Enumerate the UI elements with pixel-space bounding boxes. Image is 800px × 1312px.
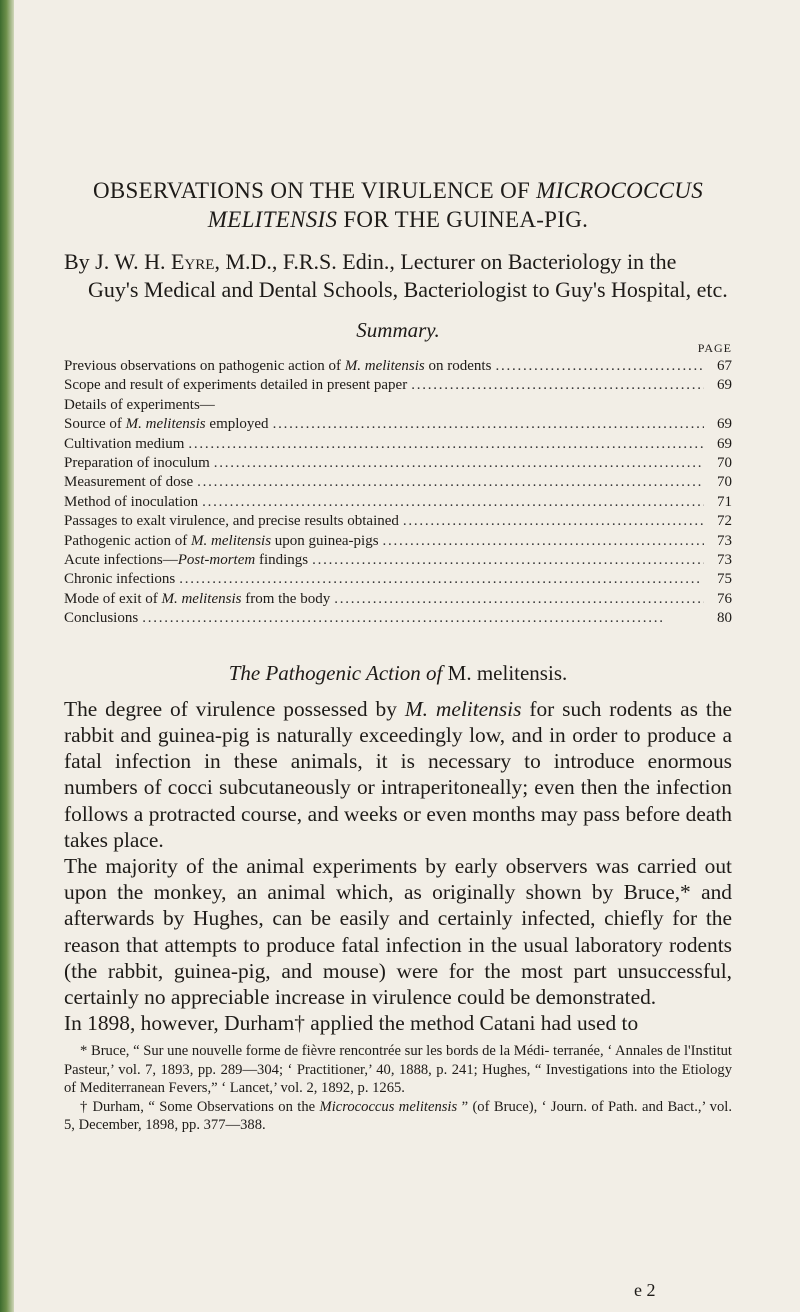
footnote-2 <box>64 1098 732 1135</box>
author-name: Eyre <box>170 249 215 274</box>
toc-entry-label <box>64 532 379 551</box>
toc-entry-text: Cultivation medium <box>64 435 185 452</box>
toc-entry-text-post: upon guinea-pigs <box>271 532 379 549</box>
summary-table-of-contents <box>64 357 732 629</box>
toc-entry-text-post: findings <box>255 552 309 569</box>
toc-entry-label <box>64 473 193 492</box>
toc-leader-dots <box>214 454 704 473</box>
toc-leader-dots <box>403 512 704 531</box>
toc-entry <box>64 454 732 473</box>
toc-entry <box>64 532 732 551</box>
toc-entry-label <box>64 396 215 415</box>
toc-entry-label <box>64 435 184 454</box>
book-binding-edge <box>0 0 14 1312</box>
toc-entry-text: Source of <box>64 416 126 433</box>
footnotes <box>64 1042 732 1134</box>
toc-page-number: 73 <box>717 552 732 569</box>
toc-entry <box>64 493 732 512</box>
toc-entry <box>64 473 732 492</box>
toc-page-number: 67 <box>717 358 732 374</box>
toc-entry <box>64 609 732 628</box>
toc-leader-dots <box>202 493 704 512</box>
toc-entry-italic: M. melitensis <box>344 358 425 374</box>
section-heading-rest: M. melitensis. <box>447 660 568 685</box>
toc-entry-text: Passages to exalt virulence, and precise results obtained <box>64 513 399 530</box>
toc-entry-italic: M. melitensis <box>125 416 206 433</box>
toc-entry-text: Acute infections— <box>64 552 178 569</box>
toc-entry-label <box>64 512 399 531</box>
toc-entry-label <box>64 357 491 376</box>
toc-entry <box>64 512 732 531</box>
toc-leader-dots <box>383 532 704 551</box>
toc-page-number: 70 <box>717 455 732 472</box>
section-heading <box>64 661 732 686</box>
toc-page-number: 70 <box>717 474 732 491</box>
paper-page <box>64 176 732 1134</box>
toc-leader-dots <box>334 590 704 609</box>
toc-entry-text: Previous observations on pathogenic action of <box>64 358 345 374</box>
toc-entry <box>64 435 732 454</box>
toc-page-number: 69 <box>717 377 732 394</box>
section-heading-italic: The Pathogenic Action of <box>228 660 443 685</box>
author-byline <box>64 248 732 304</box>
toc-entry-label <box>64 590 330 609</box>
toc-entry-label <box>64 376 407 395</box>
toc-page-number: 72 <box>717 513 732 530</box>
footnote-2-italic: Micrococcus melitensis <box>319 1098 458 1115</box>
toc-entry-text: Pathogenic action of <box>64 532 192 549</box>
toc-leader-dots <box>142 609 704 628</box>
body-paragraph-1 <box>64 696 732 853</box>
title-line1-italic: MICROCOCCUS <box>536 178 704 203</box>
toc-entry-text: Conclusions <box>64 610 139 627</box>
toc-entry-text: Preparation of inoculum <box>64 455 210 472</box>
toc-entry <box>64 357 732 376</box>
toc-page-number: 76 <box>717 590 732 607</box>
toc-entry-label <box>64 415 269 434</box>
toc-page-number: 69 <box>717 416 732 433</box>
toc-entry <box>64 396 732 415</box>
toc-entry-label <box>64 454 210 473</box>
toc-leader-dots <box>411 376 704 395</box>
toc-entry-text: Measurement of dose <box>64 474 194 491</box>
toc-entry-text-post: from the body <box>241 590 331 607</box>
footnote-1: * Bruce, “ Sur une nouvelle forme de fièvre rencontrée sur les bords de la Médi- terranée, ‘ Annales de l'Institut Pasteur,’ vol. 7, 1893, pp. 289—304; ‘ Practitioner,’ 40, 1888, p. 241; Hughes, “ Investigations into the Etiology of Mediterranean Fevers,” ‘ Lancet,’ vol. 2, 1892, p. 1265. <box>64 1043 732 1097</box>
body-paragraph-3: In 1898, however, Durham† applied the method Catani had used to <box>64 1011 639 1036</box>
title-line1: OBSERVATIONS ON THE VIRULENCE OF <box>92 178 531 203</box>
toc-entry <box>64 551 732 570</box>
toc-page-number: 71 <box>717 493 732 510</box>
toc-entry-label <box>64 551 308 570</box>
toc-entry <box>64 415 732 434</box>
toc-entry-text-post: on rodents <box>424 358 492 374</box>
toc-entry-label <box>64 570 175 589</box>
title-line2: FOR THE GUINEA-PIG. <box>343 207 589 232</box>
toc-page-number: 80 <box>717 610 732 627</box>
toc-entry-text: Scope and result of experiments detailed in present paper <box>64 377 408 394</box>
p1-text-b: for such rodents as the rabbit and guinea-pig is naturally exceedingly low, and in order to produce a fatal infection in these animals, it is necessary to introduce enormous numbers of cocci subcutaneously or intraperitoneally; even then the infection follows a protracted course, and weeks or even months may pass before death takes place. <box>64 696 733 852</box>
toc-entry-text: Chronic infections <box>64 571 176 588</box>
p1-italic: M. melitensis <box>404 696 522 721</box>
signature-mark: e 2 <box>634 1280 656 1300</box>
toc-leader-dots <box>495 357 704 376</box>
toc-leader-dots <box>188 435 704 454</box>
byline-rest: , M.D., F.R.S. Edin., Lecturer on Bacteriology in the Guy's Medical and Dental Schools, Bacteriologist to Guy's Hospital, etc. <box>88 249 728 302</box>
p1-text-a: The degree of virulence possessed by <box>64 696 405 721</box>
body-paragraph-2: The majority of the animal experiments by early observers was carried out upon the monkey, an animal which, as originally shown by Bruce,* and afterwards by Hughes, can be easily and certainly infected, chiefly for the reason that attempts to produce fatal infection in the usual laboratory rodents (the rabbit, guinea-pig, and mouse) were for the most part unsuccessful, certainly no appreciable increase in virulence could be demonstrated. <box>64 853 732 1009</box>
toc-entry-text: Mode of exit of <box>64 590 162 607</box>
toc-page-label: PAGE <box>697 341 732 355</box>
toc-entry <box>64 376 732 395</box>
title-line2-italic: MELITENSIS <box>207 207 338 232</box>
toc-entry-italic: M. melitensis <box>161 590 242 607</box>
paper-title <box>64 176 732 234</box>
footnote-2-text-b: ” (of Bruce), ‘ Journ. of Path. and Bact.,’ vol. 5, December, 1898, pp. 377—388. <box>64 1098 732 1133</box>
toc-page-number: 69 <box>717 435 732 452</box>
toc-leader-dots <box>197 473 704 492</box>
footnote-2-text-a: † Durham, “ Some Observations on the <box>80 1098 320 1115</box>
toc-leader-dots <box>273 415 704 434</box>
summary-heading: Summary. <box>356 318 440 342</box>
toc-entry-text: Details of experiments— <box>64 396 215 413</box>
toc-entry <box>64 590 732 609</box>
byline-prefix: By J. W. H. <box>64 249 166 274</box>
toc-entry-italic: Post-mortem <box>177 552 256 569</box>
toc-entry-text: Method of inoculation <box>64 493 199 510</box>
toc-entry <box>64 570 732 589</box>
toc-page-number: 73 <box>717 532 732 549</box>
toc-leader-dots <box>312 551 704 570</box>
toc-entry-text-post: employed <box>205 416 269 433</box>
toc-leader-dots <box>179 570 704 589</box>
toc-entry-label <box>64 609 138 628</box>
toc-page-number: 75 <box>717 571 732 588</box>
toc-entry-italic: M. melitensis <box>191 532 272 549</box>
toc-entry-label <box>64 493 198 512</box>
